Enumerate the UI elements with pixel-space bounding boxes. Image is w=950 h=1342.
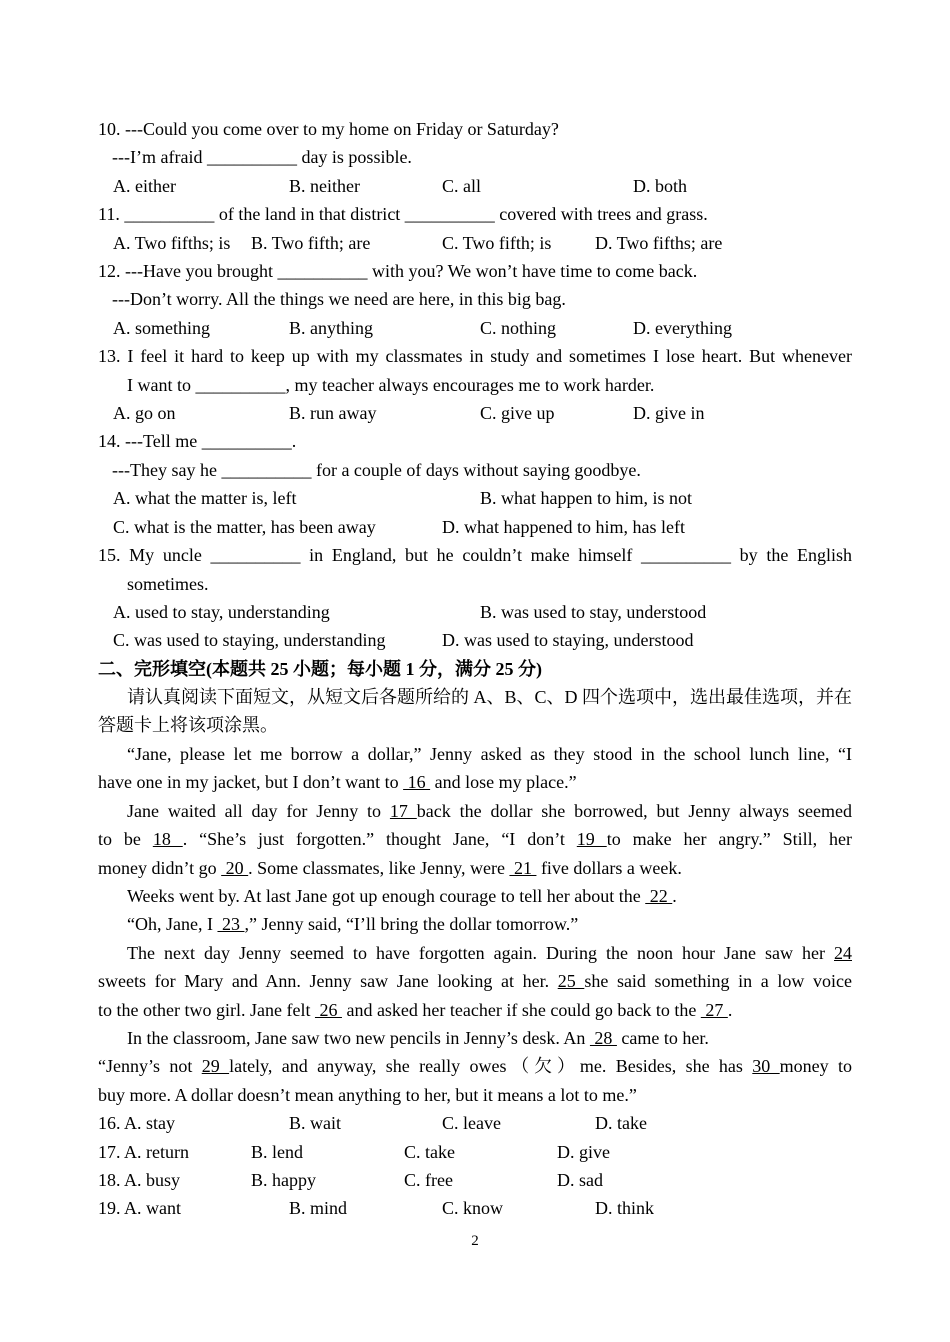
option-d: D. what happened to him, has left [442, 517, 685, 537]
passage-text: back the dollar she borrowed, but Jenny always seemed [416, 801, 852, 821]
option-a: A. what the matter is, left [113, 488, 297, 508]
passage-text: . [727, 1000, 733, 1020]
passage-text: sweets for Mary and Ann. Jenny saw Jane looking at her. [98, 971, 558, 991]
passage-text: money to [779, 1056, 853, 1076]
question-10-stem-2: ---I’m afraid __________ day is possible. [112, 147, 412, 167]
passage-text: and lose my place.” [430, 772, 577, 792]
passage-text: to be [98, 829, 153, 849]
option-c: C. give up [480, 403, 555, 423]
option-a: A. used to stay, understanding [113, 602, 330, 622]
passage-text: “Jenny’s not [98, 1056, 202, 1076]
blank-18: 18 [152, 829, 183, 849]
question-text: I feel it hard to keep up with my classmates in study and sometimes I lose heart. But whenever [127, 346, 853, 366]
passage-line [98, 999, 732, 1021]
option-a: A. Two fifths; is [113, 233, 231, 253]
passage-text: . [672, 886, 677, 906]
passage-line [98, 857, 682, 879]
option-c: C. all [442, 176, 481, 196]
blank-19: 19 [576, 829, 607, 849]
question-number: 14. [98, 431, 121, 451]
option-c: C. free [404, 1170, 453, 1190]
passage-text: “Oh, Jane, I [127, 914, 218, 934]
question-number: 10. [98, 119, 121, 139]
option-b: B. what happen to him, is not [480, 488, 692, 508]
question-text: __________ of the land in that district __________ covered with trees and grass. [124, 204, 708, 224]
passage-text: Jane waited all day for Jenny to [127, 801, 390, 821]
passage-line [127, 800, 852, 822]
blank-23: 23 [217, 914, 245, 934]
option-a: A. something [113, 318, 210, 338]
option-c: C. leave [442, 1113, 501, 1133]
question-number: 11. [98, 204, 120, 224]
option-b: B. run away [289, 403, 377, 423]
question-12-stem-1 [98, 260, 697, 282]
option-c: C. what is the matter, has been away [113, 517, 376, 537]
option-d: D. was used to staying, understood [442, 630, 694, 650]
option-d: D. sad [557, 1170, 603, 1190]
option-c: C. Two fifth; is [442, 233, 552, 253]
blank-29: 29 [201, 1056, 230, 1076]
passage-text: she said something in a low voice [584, 971, 852, 991]
passage-text: The next day Jenny seemed to have forgotten again. During the noon hour Jane saw her [127, 943, 834, 963]
option-d: D. both [633, 176, 687, 196]
option-c: C. was used to staying, understanding [113, 630, 386, 650]
passage-text: In the classroom, Jane saw two new pencils in Jenny’s desk. An [127, 1028, 590, 1048]
blank-30: 30 [752, 1056, 780, 1076]
option-d: D. everything [633, 318, 732, 338]
question-text: ---Have you brought __________ with you? We won’t have time to come back. [125, 261, 698, 281]
option-b: B. neither [289, 176, 360, 196]
option-b: B. wait [289, 1113, 341, 1133]
blank-27: 27 [700, 1000, 728, 1020]
passage-text: ,” Jenny said, “I’ll bring the dollar tomorrow.” [244, 914, 579, 934]
passage-text: to the other two girl. Jane felt [98, 1000, 315, 1020]
option-b: B. mind [289, 1198, 348, 1218]
blank-21: 21 [509, 858, 537, 878]
section-heading: 二、完形填空(本题共 25 小题；每小题 1 分，满分 25 分) [98, 659, 542, 679]
passage-text: and asked her teacher if she could go back to the [341, 1000, 701, 1020]
cloze-19-option-a [98, 1197, 181, 1219]
question-number: 12. [98, 261, 121, 281]
blank-26: 26 [314, 1000, 342, 1020]
option-d: D. give [557, 1142, 610, 1162]
option-a: A. return [124, 1142, 189, 1162]
passage-line [127, 885, 677, 907]
question-15-stem-2: sometimes. [127, 574, 209, 594]
option-b: B. was used to stay, understood [480, 602, 707, 622]
option-b: B. anything [289, 318, 373, 338]
passage-line [98, 771, 577, 793]
blank-17: 17 [389, 801, 417, 821]
option-d: D. Two fifths; are [595, 233, 723, 253]
passage-text: . “She’s just forgotten.” thought Jane, “I don’t [182, 829, 577, 849]
question-number: 17. [98, 1142, 121, 1162]
question-12-stem-2: ---Don’t worry. All the things we need are here, in this big bag. [112, 289, 566, 309]
blank-24: 24 [834, 943, 852, 963]
option-a: A. stay [124, 1113, 176, 1133]
option-c: C. know [442, 1198, 504, 1218]
option-d: D. take [595, 1113, 647, 1133]
passage-text: Weeks went by. At last Jane got up enough courage to tell her about the [127, 886, 646, 906]
question-13-stem-2: I want to __________, my teacher always encourages me to work harder. [127, 375, 655, 395]
question-11-stem-1 [98, 203, 708, 225]
question-10-stem-1 [98, 118, 559, 140]
option-b: B. lend [251, 1142, 303, 1162]
passage-text: came to her. [616, 1028, 709, 1048]
option-a: A. want [124, 1198, 182, 1218]
blank-16: 16 [403, 772, 431, 792]
passage-line [98, 828, 852, 850]
passage-text: have one in my jacket, but I don’t want to [98, 772, 404, 792]
option-c: C. nothing [480, 318, 557, 338]
question-15-stem-1 [98, 544, 852, 566]
section-instruction-1: 请认真阅读下面短文，从短文后各题所给的 A、B、C、D 四个选项中，选出最佳选项，并在 [127, 687, 853, 707]
passage-text: five dollars a week. [536, 858, 682, 878]
option-a: A. busy [124, 1170, 181, 1190]
passage-text: to make her angry.” Still, her [606, 829, 853, 849]
blank-22: 22 [645, 886, 673, 906]
question-number: 19. [98, 1198, 121, 1218]
blank-20: 20 [221, 858, 249, 878]
passage-text: money didn’t go [98, 858, 222, 878]
question-number: 13. [98, 346, 121, 366]
question-number: 18. [98, 1170, 121, 1190]
blank-28: 28 [589, 1028, 617, 1048]
option-d: D. think [595, 1198, 655, 1218]
option-a: A. go on [113, 403, 176, 423]
question-13-stem-1 [98, 345, 852, 367]
option-d: D. give in [633, 403, 705, 423]
cloze-17-option-a [98, 1141, 189, 1163]
question-text: My uncle __________ in England, but he couldn’t make himself __________ by the English [129, 545, 852, 565]
question-14-stem-1 [98, 430, 296, 452]
question-text: ---Could you come over to my home on Friday or Saturday? [125, 119, 559, 139]
section-instruction-2: 答题卡上将该项涂黑。 [98, 715, 278, 735]
blank-25: 25 [557, 971, 585, 991]
passage-line [127, 913, 578, 935]
question-text: ---Tell me __________. [125, 431, 297, 451]
passage-line [127, 1027, 709, 1049]
option-a: A. either [113, 176, 176, 196]
passage-text: . Some classmates, like Jenny, were [248, 858, 510, 878]
question-14-stem-2: ---They say he __________ for a couple of days without saying goodbye. [112, 460, 641, 480]
passage-line [98, 970, 852, 992]
passage-line [127, 942, 852, 964]
page-number: 2 [471, 1233, 479, 1249]
option-b: B. Two fifth; are [251, 233, 371, 253]
passage-line: buy more. A dollar doesn’t mean anything to her, but it means a lot to me.” [98, 1085, 637, 1105]
cloze-16-option-a [98, 1112, 175, 1134]
question-number: 16. [98, 1113, 121, 1133]
passage-line [98, 1055, 852, 1077]
passage-text: lately, and anyway, she really owes（欠）me. Besides, she has [229, 1056, 753, 1076]
question-number: 15. [98, 545, 121, 565]
option-c: C. take [404, 1142, 455, 1162]
cloze-18-option-a [98, 1169, 180, 1191]
option-b: B. happy [251, 1170, 316, 1190]
passage-line: “Jane, please let me borrow a dollar,” Jenny asked as they stood in the school lunch line, “I [127, 744, 852, 764]
